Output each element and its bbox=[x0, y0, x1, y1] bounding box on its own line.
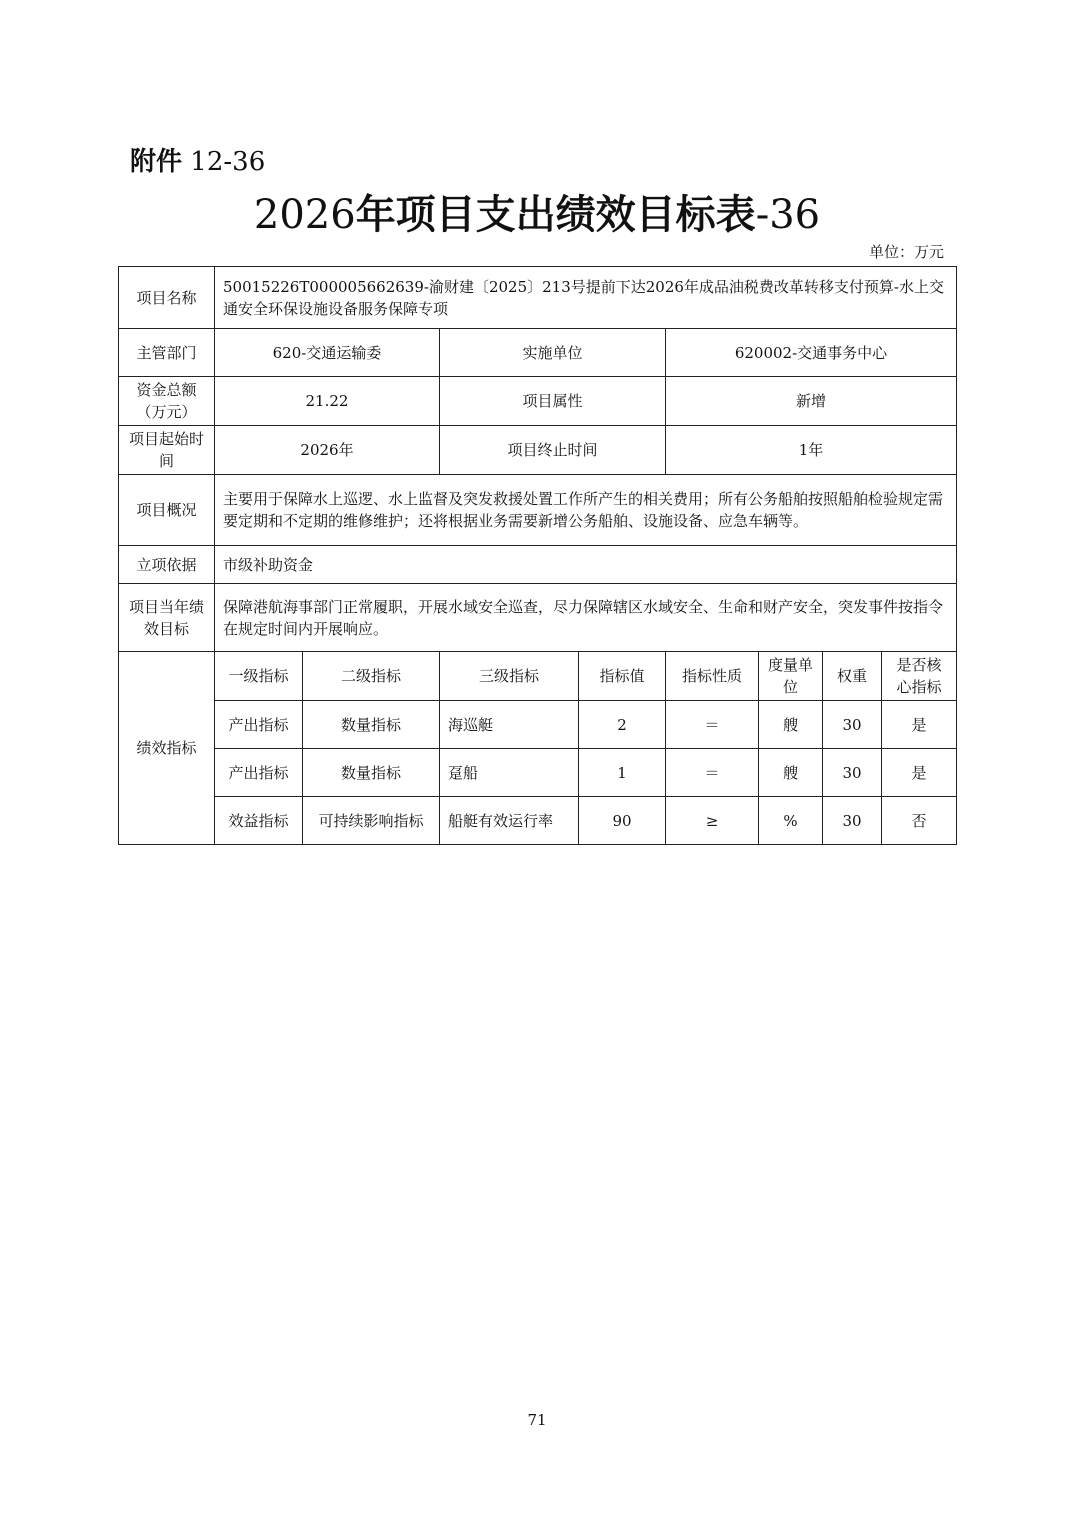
header-value: 指标值 bbox=[579, 652, 666, 701]
cell-core: 是 bbox=[882, 749, 957, 797]
cell-weight: 30 bbox=[823, 701, 882, 749]
header-weight: 权重 bbox=[823, 652, 882, 701]
cell-level1: 产出指标 bbox=[215, 749, 303, 797]
goal-label: 项目当年绩效目标 bbox=[119, 584, 215, 652]
attachment-prefix: 附件 bbox=[130, 147, 183, 177]
cell-level2: 数量指标 bbox=[303, 749, 440, 797]
cell-value: 2 bbox=[579, 701, 666, 749]
row-period bbox=[119, 426, 957, 475]
dept-label: 主管部门 bbox=[119, 329, 215, 377]
cell-unit: 艘 bbox=[759, 749, 823, 797]
header-core: 是否核心指标 bbox=[882, 652, 957, 701]
end-time-label: 项目终止时间 bbox=[440, 426, 666, 475]
cell-nature: ＝ bbox=[666, 701, 759, 749]
cell-level3: 船艇有效运行率 bbox=[440, 797, 579, 845]
start-time-label: 项目起始时间 bbox=[119, 426, 215, 475]
cell-weight: 30 bbox=[823, 797, 882, 845]
row-basis bbox=[119, 546, 957, 584]
cell-level2: 数量指标 bbox=[303, 701, 440, 749]
indicator-header-row bbox=[119, 652, 957, 701]
cell-level2: 可持续影响指标 bbox=[303, 797, 440, 845]
header-nature: 指标性质 bbox=[666, 652, 759, 701]
cell-unit: % bbox=[759, 797, 823, 845]
overview-label: 项目概况 bbox=[119, 475, 215, 546]
basis-value: 市级补助资金 bbox=[215, 546, 957, 584]
cell-level1: 效益指标 bbox=[215, 797, 303, 845]
start-time-value: 2026年 bbox=[215, 426, 440, 475]
project-name-label: 项目名称 bbox=[119, 267, 215, 329]
cell-core: 是 bbox=[882, 701, 957, 749]
project-name-value: 50015226T000005662639-渝财建〔2025〕213号提前下达2026年成品油税费改革转移支付预算-水上交通安全环保设施设备服务保障专项 bbox=[215, 267, 957, 329]
row-project-name bbox=[119, 267, 957, 329]
basis-label: 立项依据 bbox=[119, 546, 215, 584]
table-row bbox=[119, 749, 957, 797]
project-attr-value: 新增 bbox=[666, 377, 957, 426]
row-dept bbox=[119, 329, 957, 377]
project-attr-label: 项目属性 bbox=[440, 377, 666, 426]
cell-value: 1 bbox=[579, 749, 666, 797]
cell-level3: 趸船 bbox=[440, 749, 579, 797]
title-text: 年项目支出绩效目标表 bbox=[355, 192, 756, 238]
overview-value: 主要用于保障水上巡逻、水上监督及突发救援处置工作所产生的相关费用；所有公务船舶按照船舶检验规定需要定期和不定期的维修维护；还将根据业务需要新增公务船舶、设施设备、应急车辆等。 bbox=[215, 475, 957, 546]
indicators-label: 绩效指标 bbox=[119, 652, 215, 845]
cell-level1: 产出指标 bbox=[215, 701, 303, 749]
unit-note: 单位：万元 bbox=[868, 243, 944, 261]
cell-nature: ≥ bbox=[666, 797, 759, 845]
cell-nature: ＝ bbox=[666, 749, 759, 797]
cell-weight: 30 bbox=[823, 749, 882, 797]
fund-value: 21.22 bbox=[215, 377, 440, 426]
header-level3: 三级指标 bbox=[440, 652, 579, 701]
header-level2: 二级指标 bbox=[303, 652, 440, 701]
cell-level3: 海巡艇 bbox=[440, 701, 579, 749]
end-time-value: 1年 bbox=[666, 426, 957, 475]
table-row bbox=[119, 701, 957, 749]
performance-target-table bbox=[118, 266, 957, 845]
impl-unit-label: 实施单位 bbox=[440, 329, 666, 377]
header-unit: 度量单位 bbox=[759, 652, 823, 701]
fund-label: 资金总额（万元） bbox=[119, 377, 215, 426]
page-number: 71 bbox=[527, 1411, 547, 1429]
row-fund bbox=[119, 377, 957, 426]
header-level1: 一级指标 bbox=[215, 652, 303, 701]
cell-value: 90 bbox=[579, 797, 666, 845]
dept-value: 620-交通运输委 bbox=[215, 329, 440, 377]
impl-unit-value: 620002-交通事务中心 bbox=[666, 329, 957, 377]
attachment-label bbox=[130, 142, 265, 182]
cell-unit: 艘 bbox=[759, 701, 823, 749]
page-title bbox=[0, 188, 1074, 242]
goal-value: 保障港航海事部门正常履职，开展水域安全巡查，尽力保障辖区水域安全、生命和财产安全，突发事件按指令在规定时间内开展响应。 bbox=[215, 584, 957, 652]
row-goal bbox=[119, 584, 957, 652]
attachment-number: 12-36 bbox=[190, 147, 266, 177]
title-suffix: -36 bbox=[755, 192, 821, 238]
cell-core: 否 bbox=[882, 797, 957, 845]
title-year: 2026 bbox=[253, 192, 356, 238]
table-row bbox=[119, 797, 957, 845]
row-overview bbox=[119, 475, 957, 546]
